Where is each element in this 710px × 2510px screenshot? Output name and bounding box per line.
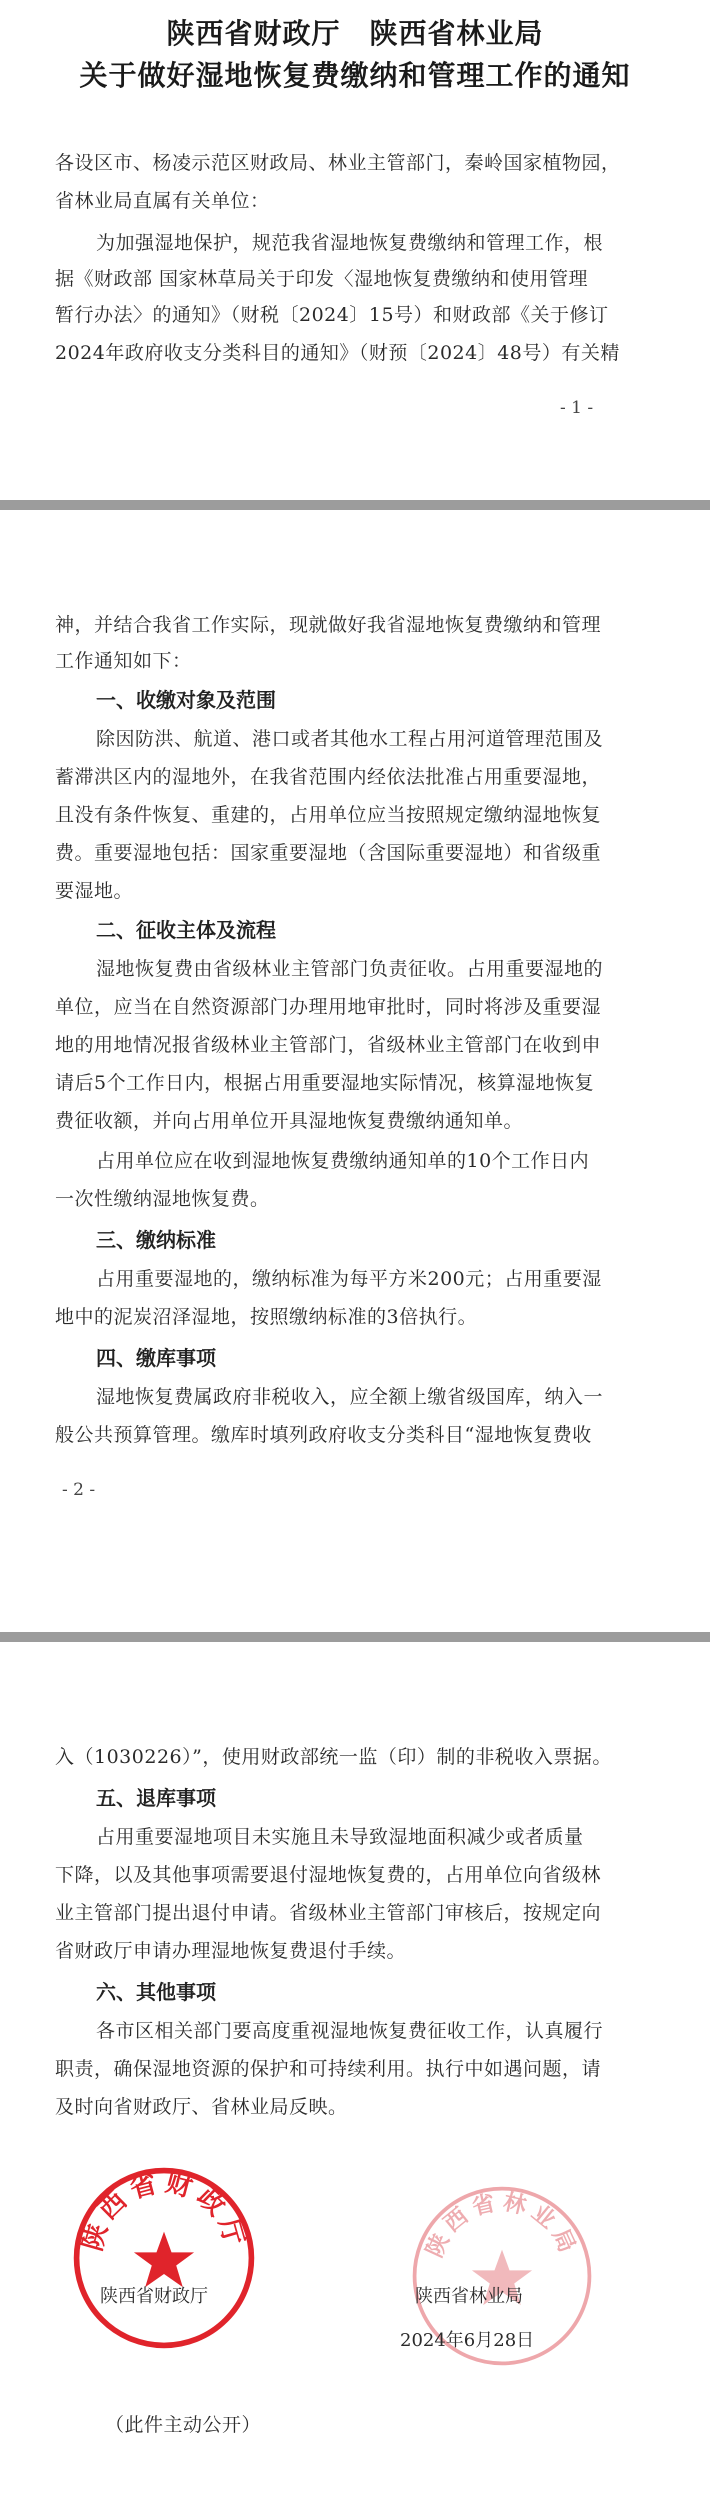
page-2 (0, 510, 710, 1632)
title-line-1: 陕西省财政厅 陕西省林业局 (166, 17, 544, 50)
body-line: 为加强湿地保护，规范我省湿地恢复费缴纳和管理工作，根 (96, 232, 604, 254)
body-line: 除因防洪、航道、港口或者其他水工程占用河道管理范围及 (96, 728, 604, 750)
finance-dept-seal (70, 2164, 258, 2352)
body-line: 占用重要湿地项目未实施且未导致湿地面积减少或者质量 (96, 1826, 584, 1848)
body-line: 费征收额，并向占用单位开具湿地恢复费缴纳通知单。 (55, 1110, 524, 1132)
page-divider-2 (0, 1632, 710, 1642)
body-line: 据《财政部 国家林草局关于印发〈湿地恢复费缴纳和使用管理 (55, 268, 589, 290)
body-line: 蓄滞洪区内的湿地外，在我省范围内经依法批准占用重要湿地， (55, 766, 602, 788)
body-line: 省财政厅申请办理湿地恢复费退付手续。 (55, 1940, 407, 1962)
section-1-heading: 一、收缴对象及范围 (96, 688, 276, 712)
page-number-1: - 1 - (560, 398, 594, 418)
body-line: 业主管部门提出退付申请。省级林业主管部门审核后，按规定向 (55, 1902, 602, 1924)
section-3-heading: 三、缴纳标准 (96, 1228, 216, 1252)
signer-finance: 陕西省财政厅 (100, 2286, 208, 2307)
page-3 (0, 1642, 710, 2510)
body-line: 工作通知如下： (55, 650, 192, 672)
body-line: 请后5个工作日内，根据占用重要湿地实际情况，核算湿地恢复 (55, 1072, 595, 1094)
section-6-heading: 六、其他事项 (96, 1980, 216, 2004)
body-line: 地的用地情况报省级林业主管部门，省级林业主管部门在收到申 (55, 1034, 602, 1056)
body-line: 及时向省财政厅、省林业局反映。 (55, 2096, 348, 2118)
page-divider-1 (0, 500, 710, 510)
body-line: 占用单位应在收到湿地恢复费缴纳通知单的10个工作日内 (96, 1150, 590, 1172)
addressee-line-1: 各设区市、杨凌示范区财政局、林业主管部门，秦岭国家植物园， (55, 152, 621, 174)
seal-2-text: 陕西省林业局 (421, 2189, 583, 2262)
seal-1-text: 陕西省财政厅 (77, 2167, 251, 2255)
body-line: 一次性缴纳湿地恢复费。 (55, 1188, 270, 1210)
body-line: 神，并结合我省工作实际，现就做好我省湿地恢复费缴纳和管理 (55, 614, 602, 636)
body-line: 单位，应当在自然资源部门办理用地审批时，同时将涉及重要湿 (55, 996, 602, 1018)
body-line: 要湿地。 (55, 880, 134, 902)
page-number-2: - 2 - (62, 1480, 96, 1500)
body-line: 占用重要湿地的，缴纳标准为每平方米200元；占用重要湿 (96, 1268, 602, 1290)
body-line: 般公共预算管理。缴库时填列政府收支分类科目“湿地恢复费收 (55, 1424, 592, 1446)
body-line: 各市区相关部门要高度重视湿地恢复费征收工作，认真履行 (96, 2020, 604, 2042)
addressee-line-2: 省林业局直属有关单位： (55, 190, 270, 212)
page-1 (0, 0, 710, 500)
section-2-heading: 二、征收主体及流程 (96, 918, 276, 942)
body-line: 湿地恢复费由省级林业主管部门负责征收。占用重要湿地的 (96, 958, 604, 980)
body-line: 湿地恢复费属政府非税收入，应全额上缴省级国库，纳入一 (96, 1386, 604, 1408)
body-line: 职责，确保湿地资源的保护和可持续利用。执行中如遇问题，请 (55, 2058, 602, 2080)
body-line: 下降，以及其他事项需要退付湿地恢复费的，占用单位向省级林 (55, 1864, 602, 1886)
title-line-2: 关于做好湿地恢复费缴纳和管理工作的通知 (79, 59, 631, 92)
body-line: 2024年政府收支分类科目的通知》（财预〔2024〕48号）有关精 (55, 342, 620, 364)
section-4-heading: 四、缴库事项 (96, 1346, 216, 1370)
issue-date: 2024年6月28日 (400, 2330, 535, 2351)
public-release-note: （此件主动公开） (105, 2414, 262, 2436)
body-line: 且没有条件恢复、重建的，占用单位应当按照规定缴纳湿地恢复 (55, 804, 602, 826)
svg-text:陕西省林业局 (421, 2189, 583, 2261)
body-line: 地中的泥炭沼泽湿地，按照缴纳标准的3倍执行。 (55, 1306, 478, 1328)
body-line: 入（1030226）”，使用财政部统一监（印）制的非税收入票据。 (55, 1746, 612, 1768)
section-5-heading: 五、退库事项 (96, 1786, 216, 1810)
body-line: 暂行办法〉的通知》（财税〔2024〕15号）和财政部《关于修订 (55, 304, 609, 326)
body-line: 费。重要湿地包括：国家重要湿地（含国际重要湿地）和省级重 (55, 842, 602, 864)
signer-forestry: 陕西省林业局 (415, 2286, 523, 2307)
